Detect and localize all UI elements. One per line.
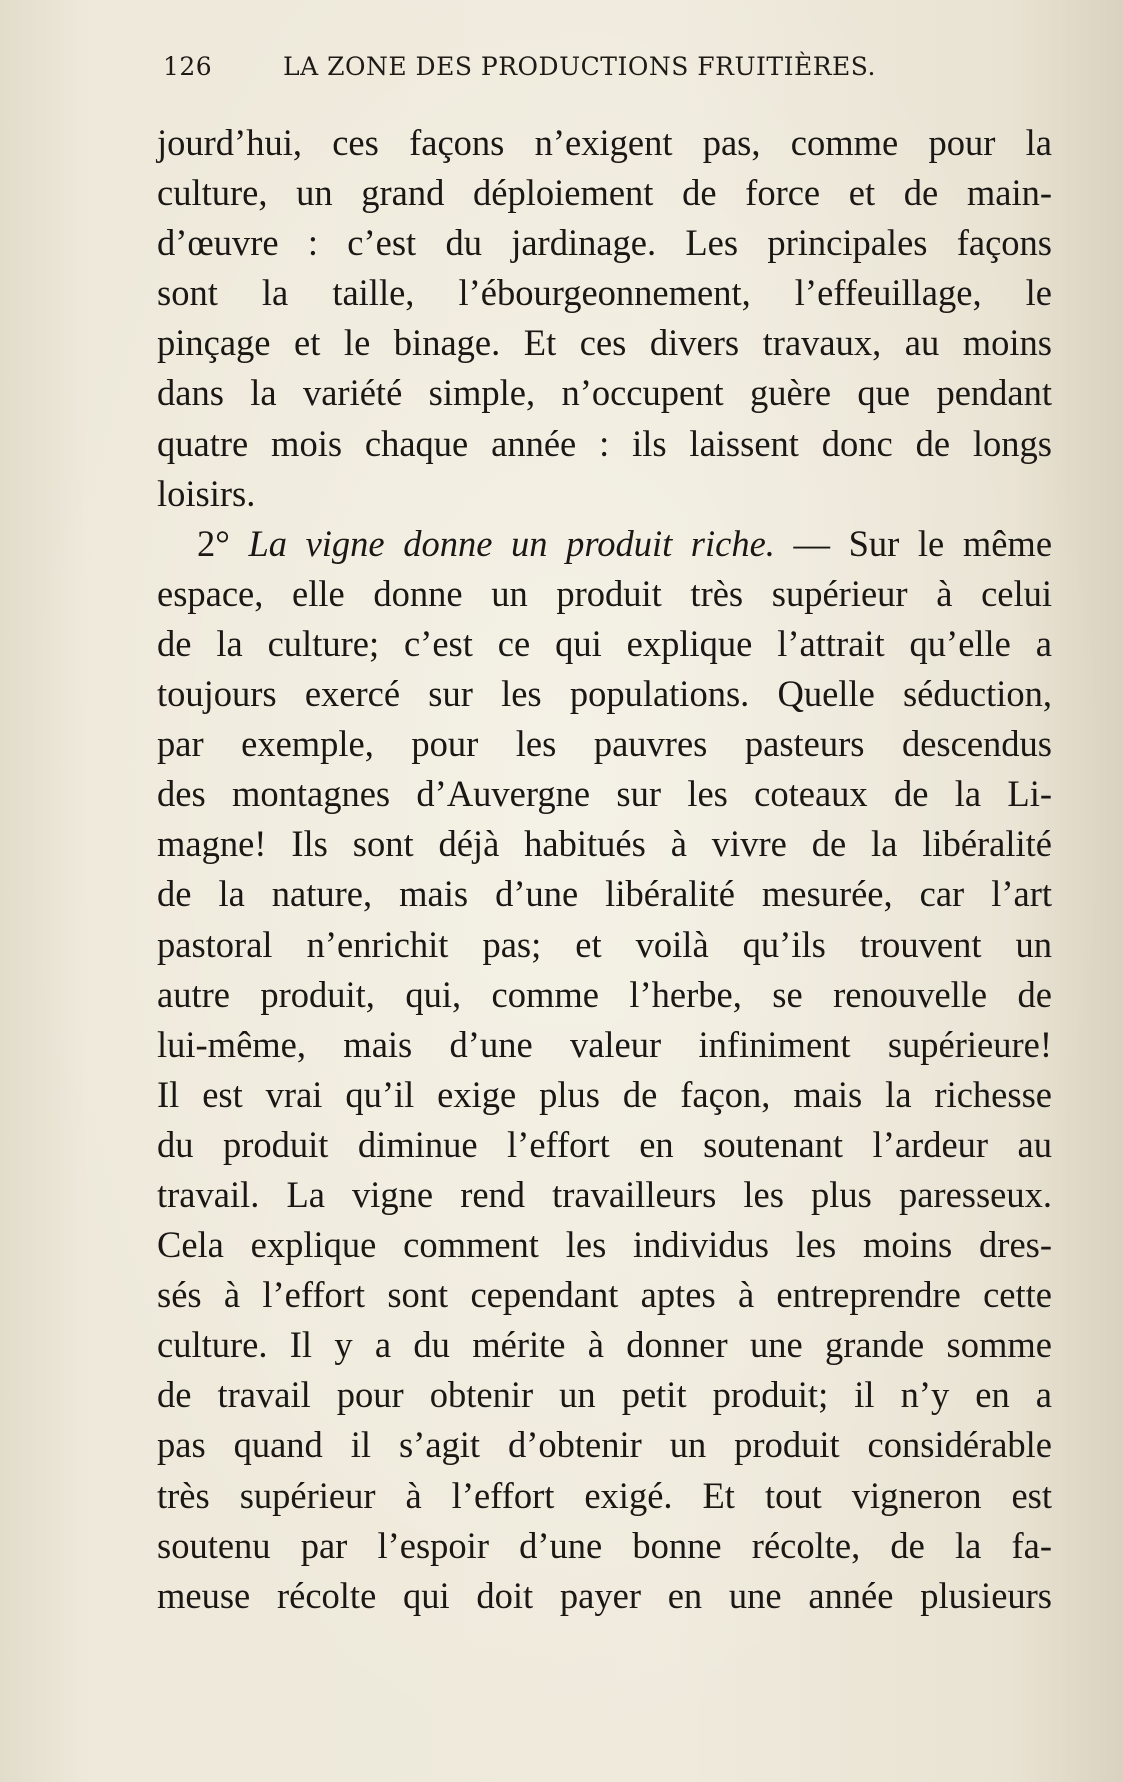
text-line: quatre mois chaque année : ils laissent donc de longs: [157, 422, 1052, 464]
text-line: pastoral n’enrichit pas; et voilà qu’ils trouvent un: [157, 923, 1052, 965]
text-line: culture. Il y a du mérite à donner une grande somme: [157, 1324, 1052, 1366]
body-text: [157, 118, 1052, 1621]
text-line: très supérieur à l’effort exigé. Et tout vigneron est: [157, 1474, 1052, 1516]
paragraph: [157, 118, 1052, 519]
text-line: de travail pour obtenir un petit produit; il n’y en a: [157, 1374, 1052, 1416]
text-line: travail. La vigne rend travailleurs les plus paresseux.: [157, 1173, 1052, 1215]
text-line: de la nature, mais d’une libéralité mesurée, car l’art: [157, 873, 1052, 915]
text-line: culture, un grand déploiement de force et de main-: [157, 172, 1052, 214]
text-line: sés à l’effort sont cependant aptes à entreprendre cette: [157, 1274, 1052, 1316]
text-line: dans la variété simple, n’occupent guère que pendant: [157, 372, 1052, 414]
text-line: autre produit, qui, comme l’herbe, se renouvelle de: [157, 973, 1052, 1015]
page-number: 126: [163, 52, 213, 81]
section-heading: La vigne donne un produit riche.: [248, 522, 775, 564]
section-heading-line: [157, 519, 1052, 569]
text-line: du produit diminue l’effort en soutenant l’ardeur au: [157, 1123, 1052, 1165]
paragraph: [157, 519, 1052, 1621]
page-header: [163, 52, 943, 92]
text-line: meuse récolte qui doit payer en une année plusieurs: [157, 1574, 1052, 1616]
text-line: Cela explique comment les individus les moins dres-: [157, 1224, 1052, 1266]
text-line: des montagnes d’Auvergne sur les coteaux de la Li-: [157, 773, 1052, 815]
text-line: jourd’hui, ces façons n’exigent pas, comme pour la: [157, 122, 1052, 163]
running-title: LA ZONE DES PRODUCTIONS FRUITIÈRES.: [283, 52, 876, 81]
text-line: pinçage et le binage. Et ces divers travaux, au moins: [157, 322, 1052, 364]
text-line: loisirs.: [157, 472, 256, 514]
text-line-rest: — Sur le même: [793, 522, 1053, 564]
section-number: 2°: [197, 522, 230, 564]
text-line: espace, elle donne un produit très supérieur à celui: [157, 572, 1052, 614]
text-line: soutenu par l’espoir d’une bonne récolte, de la fa-: [157, 1524, 1052, 1566]
text-line: de la culture; c’est ce qui explique l’attrait qu’elle a: [157, 622, 1052, 664]
text-line: lui-même, mais d’une valeur infiniment supérieure!: [157, 1023, 1052, 1065]
text-line: d’œuvre : c’est du jardinage. Les principales façons: [157, 222, 1052, 264]
text-line: pas quand il s’agit d’obtenir un produit considérable: [157, 1424, 1052, 1466]
text-line: toujours exercé sur les populations. Quelle séduction,: [157, 673, 1052, 715]
text-line: Il est vrai qu’il exige plus de façon, mais la richesse: [157, 1073, 1052, 1115]
text-line: par exemple, pour les pauvres pasteurs descendus: [157, 723, 1052, 765]
text-line: magne! Ils sont déjà habitués à vivre de la libéralité: [157, 823, 1052, 865]
text-line: sont la taille, l’ébourgeonnement, l’effeuillage, le: [157, 272, 1052, 314]
